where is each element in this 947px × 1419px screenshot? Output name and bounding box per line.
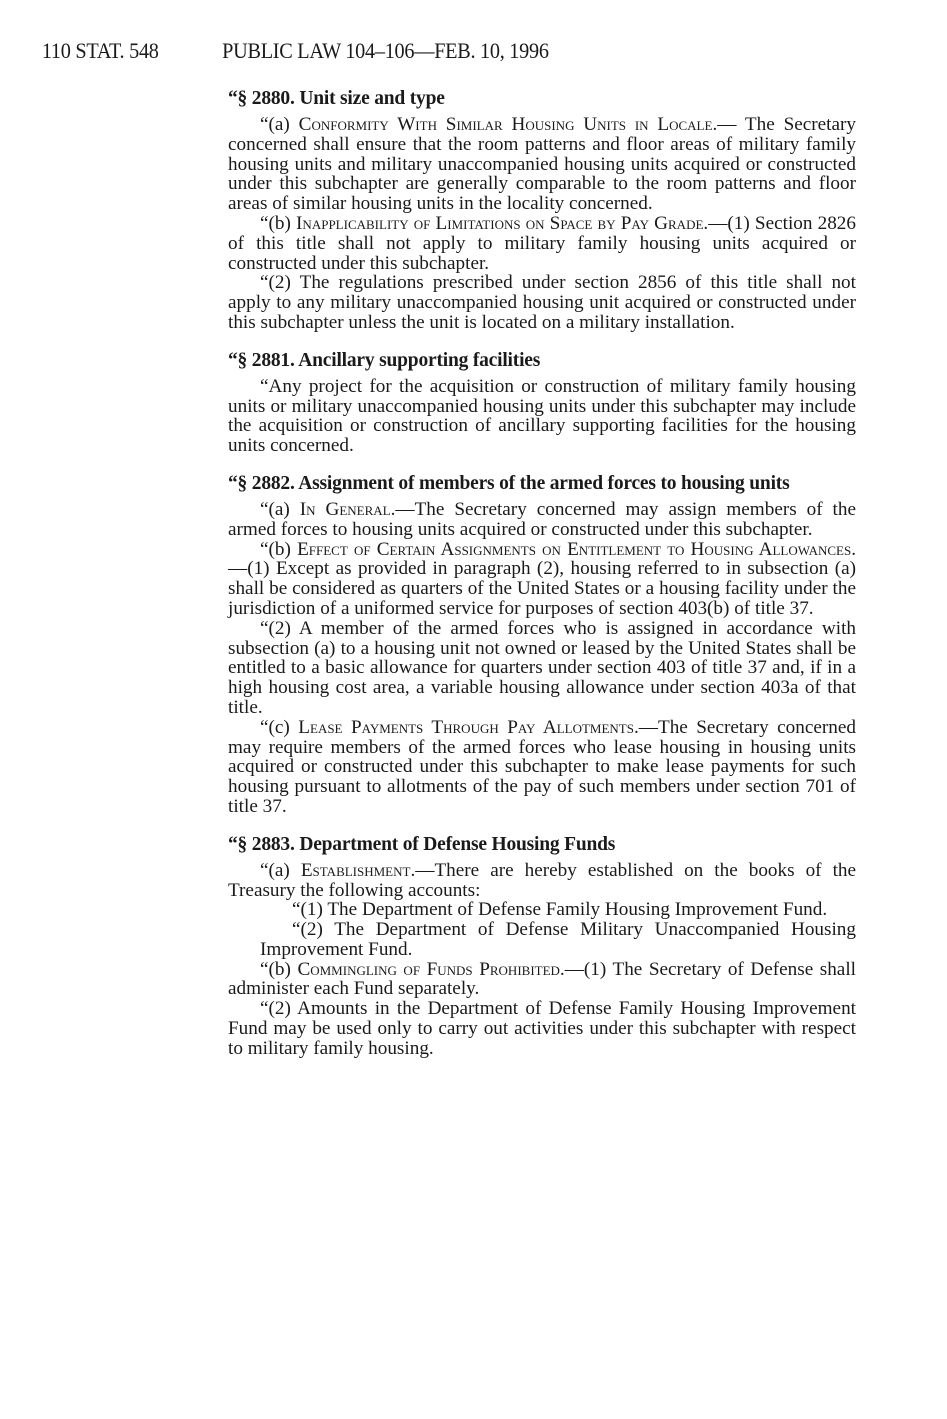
section-2881 xyxy=(228,350,856,456)
paragraph xyxy=(228,377,856,456)
section-heading: “§ 2881. Ancillary supporting facilities xyxy=(228,349,541,371)
fund-item-1 xyxy=(228,900,856,920)
paragraph-text: —The Secretary concerned may require members of the armed forces who lease housing in housing units acquired or constructed under this subchapter to make lease payments for such housing pursuant to allotments of the pay of such members under section 701 of title 37. xyxy=(228,716,856,817)
paragraph-text: “(2) A member of the armed forces who is assigned in accordance with subsection (a) to a housing unit not owned or leased by the United States shall be entitled to a basic allowance for quarters under section 403 of title 37 and, if in a high housing cost area, a variable housing allowance under section 403a of that title. xyxy=(228,617,856,718)
paragraph-lead: “(a) xyxy=(260,859,301,881)
section-heading: “§ 2883. Department of Defense Housing Funds xyxy=(228,833,616,855)
statute-body xyxy=(228,86,856,1076)
paragraph-text: “(2) Amounts in the Department of Defense Family Housing Improvement Fund may be used only to carry out activities under this subchapter with respect to military family housing. xyxy=(228,998,856,1059)
paragraph-text: — The Secretary concerned shall ensure that the room patterns and floor areas of military family housing units and military unaccompanied housing units acquired or constructed under this subchapter are generally comparable to the room patterns and floor areas of similar housing units in the locality concerned. xyxy=(228,114,857,215)
paragraph-text: —The Secretary concerned may assign members of the armed forces to housing units acquired or constructed under this subchapter. xyxy=(228,498,856,540)
subsection-caption: Commingling of Funds Prohibited. xyxy=(297,958,565,980)
subsection-a xyxy=(228,115,856,214)
subsection-caption: Lease Payments Through Pay Allotments. xyxy=(298,716,639,738)
subsection-b xyxy=(228,960,856,1000)
paragraph-lead: “(a) xyxy=(260,498,300,520)
subsection-caption: In General. xyxy=(299,498,396,520)
subsection-a xyxy=(228,861,856,901)
subsection-b xyxy=(228,540,856,619)
paragraph-text: —(1) Section 2826 of this title shall not apply to military family housing units acquired or constructed under this subchapter. xyxy=(228,212,856,274)
subsection-caption: Effect of Certain Assignments on Entitlement to Housing Allowances. xyxy=(297,538,856,560)
subsection-caption: Inapplicability of Limitations on Space by Pay Grade. xyxy=(296,212,709,234)
stat-page-number: 110 STAT. 548 xyxy=(41,38,159,63)
paragraph-2 xyxy=(228,619,856,718)
paragraph-2 xyxy=(228,273,856,332)
paragraph-lead: “(b) xyxy=(260,958,298,980)
paragraph-lead: “(b) xyxy=(260,212,297,234)
paragraph-text: “Any project for the acquisition or construction of military family housing units or military unaccompanied housing units under this subchapter may include the acquisition or construction of ancillary supporting facilities for the housing units concerned. xyxy=(228,375,856,457)
subsection-c xyxy=(228,718,856,817)
paragraph-lead: “(a) xyxy=(260,114,299,135)
paragraph-text: —There are hereby established on the books of the Treasury the following accounts: xyxy=(228,859,857,901)
paragraph-lead: “(b) xyxy=(260,538,298,560)
public-law-date: PUBLIC LAW 104–106—FEB. 10, 1996 xyxy=(222,38,549,63)
paragraph-text: “(1) The Department of Defense Family Housing Improvement Fund. xyxy=(292,899,828,921)
paragraph-text: —(1) The Secretary of Defense shall administer each Fund separately. xyxy=(228,958,856,1000)
paragraph-text: “(2) The Department of Defense Military Unaccompanied Housing Improvement Fund. xyxy=(260,919,856,960)
section-2883 xyxy=(228,834,856,1059)
paragraph-text: “(2) The regulations prescribed under section 2856 of this title shall not apply to any military unaccompanied housing unit acquired or constructed under this subchapter unless the unit is located on a military installation. xyxy=(228,272,856,333)
paragraph-2 xyxy=(228,999,856,1058)
subsection-b xyxy=(228,214,856,273)
subsection-caption: Conformity With Similar Housing Units in Locale. xyxy=(298,114,718,135)
section-heading: “§ 2880. Unit size and type xyxy=(228,88,445,109)
fund-item-2 xyxy=(228,920,856,960)
section-heading: “§ 2882. Assignment of members of the armed forces to housing units xyxy=(228,472,790,494)
section-2880 xyxy=(228,88,856,333)
paragraph-lead: “(c) xyxy=(260,716,299,738)
section-2882 xyxy=(228,473,856,817)
paragraph-text: —(1) Except as provided in paragraph (2), housing referred to in subsection (a) shall be considered as quarters of the United States or a housing facility under the jurisdiction of a uniformed service for purposes of section 403(b) of title 37. xyxy=(228,558,856,619)
subsection-a xyxy=(228,500,856,540)
subsection-caption: Establishment. xyxy=(300,859,416,881)
